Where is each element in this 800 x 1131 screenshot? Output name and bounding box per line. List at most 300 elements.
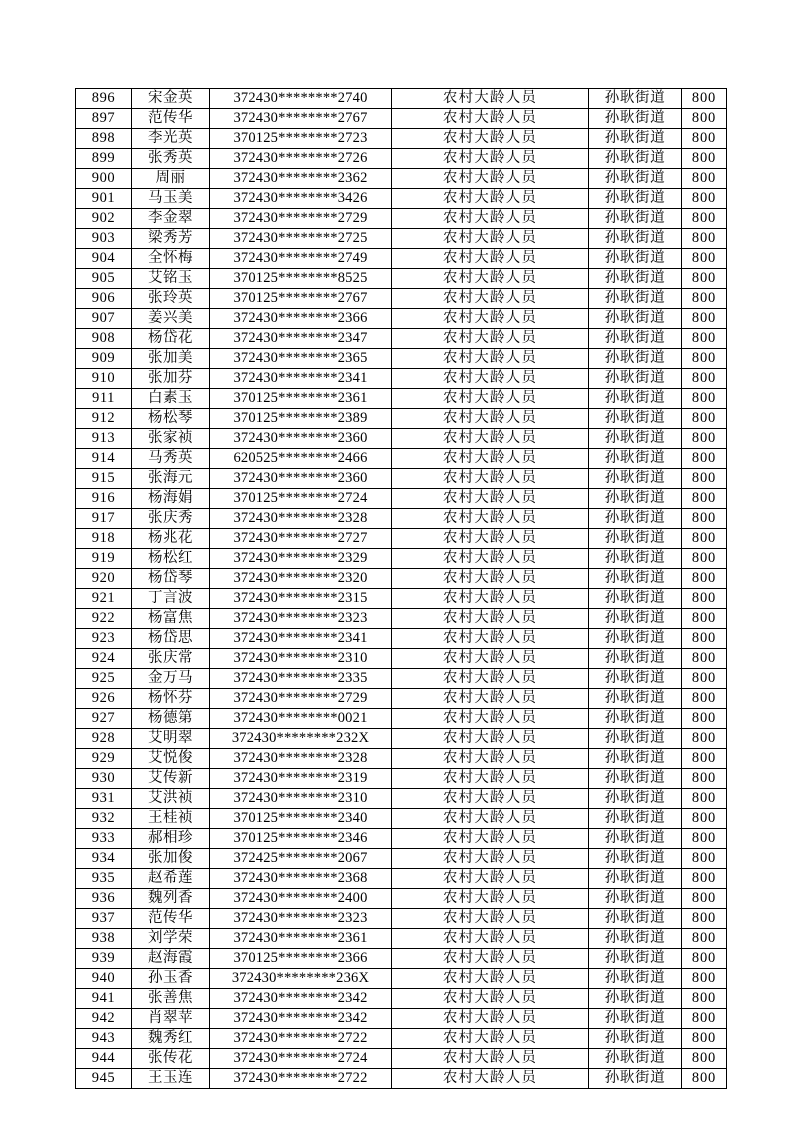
row-index-cell: 932 [76,809,132,829]
row-id-cell: 372430********2360 [210,429,392,449]
row-id-cell: 372430********2328 [210,509,392,529]
row-amount-cell: 800 [682,529,727,549]
row-index-cell: 911 [76,389,132,409]
row-amount-cell: 800 [682,649,727,669]
row-category-cell: 农村大龄人员 [392,749,589,769]
row-category-cell: 农村大龄人员 [392,869,589,889]
row-index-cell: 912 [76,409,132,429]
row-id-cell: 372430********2729 [210,689,392,709]
row-category-cell: 农村大龄人员 [392,369,589,389]
table-row [76,789,727,809]
row-index-cell: 918 [76,529,132,549]
row-name-cell: 杨岱花 [132,329,210,349]
row-id-cell: 372425********2067 [210,849,392,869]
row-amount-cell: 800 [682,789,727,809]
row-street-cell: 孙耿街道 [589,909,682,929]
row-name-cell: 杨兆花 [132,529,210,549]
row-index-cell: 901 [76,189,132,209]
row-index-cell: 943 [76,1029,132,1049]
row-amount-cell: 800 [682,109,727,129]
row-index-cell: 896 [76,89,132,109]
row-index-cell: 935 [76,869,132,889]
row-amount-cell: 800 [682,629,727,649]
row-category-cell: 农村大龄人员 [392,949,589,969]
row-category-cell: 农村大龄人员 [392,509,589,529]
row-amount-cell: 800 [682,929,727,949]
row-id-cell: 372430********2342 [210,989,392,1009]
row-amount-cell: 800 [682,309,727,329]
row-street-cell: 孙耿街道 [589,589,682,609]
table-row [76,189,727,209]
row-name-cell: 孙玉香 [132,969,210,989]
row-index-cell: 902 [76,209,132,229]
row-id-cell: 372430********2329 [210,549,392,569]
row-amount-cell: 800 [682,569,727,589]
row-street-cell: 孙耿街道 [589,329,682,349]
row-name-cell: 杨岱琴 [132,569,210,589]
row-id-cell: 372430********2365 [210,349,392,369]
table-row [76,629,727,649]
row-index-cell: 924 [76,649,132,669]
row-amount-cell: 800 [682,969,727,989]
row-index-cell: 907 [76,309,132,329]
row-street-cell: 孙耿街道 [589,529,682,549]
row-amount-cell: 800 [682,249,727,269]
row-amount-cell: 800 [682,909,727,929]
table-row [76,369,727,389]
row-street-cell: 孙耿街道 [589,369,682,389]
table-row [76,929,727,949]
table-row [76,1029,727,1049]
row-index-cell: 909 [76,349,132,369]
row-name-cell: 杨富焦 [132,609,210,629]
row-street-cell: 孙耿街道 [589,949,682,969]
row-id-cell: 370125********2389 [210,409,392,429]
row-amount-cell: 800 [682,149,727,169]
table-row [76,529,727,549]
row-id-cell: 372430********2400 [210,889,392,909]
row-name-cell: 王玉连 [132,1069,210,1089]
row-street-cell: 孙耿街道 [589,309,682,329]
row-street-cell: 孙耿街道 [589,829,682,849]
table-row [76,109,727,129]
row-index-cell: 937 [76,909,132,929]
row-street-cell: 孙耿街道 [589,209,682,229]
row-category-cell: 农村大龄人员 [392,849,589,869]
table-row [76,129,727,149]
table-row [76,269,727,289]
row-name-cell: 赵希莲 [132,869,210,889]
row-category-cell: 农村大龄人员 [392,649,589,669]
row-category-cell: 农村大龄人员 [392,129,589,149]
table-row [76,429,727,449]
row-amount-cell: 800 [682,429,727,449]
row-name-cell: 艾铭玉 [132,269,210,289]
table-row [76,609,727,629]
row-amount-cell: 800 [682,129,727,149]
table-row [76,329,727,349]
row-amount-cell: 800 [682,329,727,349]
row-name-cell: 张加芬 [132,369,210,389]
row-category-cell: 农村大龄人员 [392,689,589,709]
row-street-cell: 孙耿街道 [589,769,682,789]
row-id-cell: 372430********2320 [210,569,392,589]
row-street-cell: 孙耿街道 [589,469,682,489]
row-category-cell: 农村大龄人员 [392,1049,589,1069]
row-id-cell: 372430********2767 [210,109,392,129]
table-row [76,909,727,929]
row-amount-cell: 800 [682,229,727,249]
row-name-cell: 张家祯 [132,429,210,449]
row-name-cell: 宋金英 [132,89,210,109]
row-category-cell: 农村大龄人员 [392,969,589,989]
table-row [76,729,727,749]
table-row [76,749,727,769]
table-row [76,689,727,709]
row-street-cell: 孙耿街道 [589,509,682,529]
table-row [76,649,727,669]
row-street-cell: 孙耿街道 [589,149,682,169]
row-index-cell: 930 [76,769,132,789]
table-row [76,1049,727,1069]
table-row [76,889,727,909]
row-id-cell: 370125********2723 [210,129,392,149]
row-index-cell: 926 [76,689,132,709]
table-row [76,949,727,969]
row-index-cell: 904 [76,249,132,269]
row-name-cell: 金万马 [132,669,210,689]
table-row [76,769,727,789]
row-street-cell: 孙耿街道 [589,989,682,1009]
row-name-cell: 丁言波 [132,589,210,609]
row-category-cell: 农村大龄人员 [392,489,589,509]
row-category-cell: 农村大龄人员 [392,809,589,829]
row-street-cell: 孙耿街道 [589,189,682,209]
row-name-cell: 肖翠苹 [132,1009,210,1029]
row-index-cell: 899 [76,149,132,169]
row-street-cell: 孙耿街道 [589,1029,682,1049]
row-street-cell: 孙耿街道 [589,709,682,729]
row-name-cell: 张传花 [132,1049,210,1069]
row-category-cell: 农村大龄人员 [392,909,589,929]
row-amount-cell: 800 [682,169,727,189]
row-street-cell: 孙耿街道 [589,929,682,949]
row-category-cell: 农村大龄人员 [392,249,589,269]
row-street-cell: 孙耿街道 [589,729,682,749]
row-id-cell: 372430********2319 [210,769,392,789]
row-street-cell: 孙耿街道 [589,629,682,649]
table-row [76,349,727,369]
row-category-cell: 农村大龄人员 [392,429,589,449]
row-category-cell: 农村大龄人员 [392,89,589,109]
row-name-cell: 艾明翠 [132,729,210,749]
row-amount-cell: 800 [682,729,727,749]
row-category-cell: 农村大龄人员 [392,289,589,309]
row-name-cell: 赵海霞 [132,949,210,969]
row-street-cell: 孙耿街道 [589,869,682,889]
row-index-cell: 897 [76,109,132,129]
row-id-cell: 372430********2727 [210,529,392,549]
row-category-cell: 农村大龄人员 [392,149,589,169]
row-name-cell: 张玲英 [132,289,210,309]
row-index-cell: 915 [76,469,132,489]
row-amount-cell: 800 [682,769,727,789]
row-index-cell: 928 [76,729,132,749]
table-row [76,489,727,509]
row-name-cell: 马秀英 [132,449,210,469]
row-name-cell: 杨岱思 [132,629,210,649]
row-index-cell: 931 [76,789,132,809]
row-id-cell: 620525********2466 [210,449,392,469]
row-amount-cell: 800 [682,1049,727,1069]
row-name-cell: 马玉美 [132,189,210,209]
row-index-cell: 939 [76,949,132,969]
row-name-cell: 郝相珍 [132,829,210,849]
row-id-cell: 372430********236X [210,969,392,989]
table-row [76,309,727,329]
table-row [76,509,727,529]
row-name-cell: 张加美 [132,349,210,369]
row-category-cell: 农村大龄人员 [392,389,589,409]
row-street-cell: 孙耿街道 [589,489,682,509]
row-name-cell: 杨怀芬 [132,689,210,709]
row-amount-cell: 800 [682,489,727,509]
row-id-cell: 372430********2310 [210,789,392,809]
table-row [76,709,727,729]
row-index-cell: 942 [76,1009,132,1029]
table-row [76,1069,727,1089]
row-amount-cell: 800 [682,609,727,629]
row-name-cell: 范传华 [132,909,210,929]
row-id-cell: 372430********2328 [210,749,392,769]
roster-table [75,88,727,1089]
row-category-cell: 农村大龄人员 [392,449,589,469]
table-row [76,449,727,469]
row-name-cell: 范传华 [132,109,210,129]
row-name-cell: 姜兴美 [132,309,210,329]
row-category-cell: 农村大龄人员 [392,989,589,1009]
row-name-cell: 刘学荣 [132,929,210,949]
row-id-cell: 372430********2323 [210,609,392,629]
row-id-cell: 372430********2341 [210,629,392,649]
row-amount-cell: 800 [682,949,727,969]
row-name-cell: 杨松琴 [132,409,210,429]
row-street-cell: 孙耿街道 [589,849,682,869]
row-name-cell: 杨德第 [132,709,210,729]
row-amount-cell: 800 [682,809,727,829]
row-category-cell: 农村大龄人员 [392,549,589,569]
row-index-cell: 940 [76,969,132,989]
row-amount-cell: 800 [682,89,727,109]
row-street-cell: 孙耿街道 [589,289,682,309]
row-index-cell: 913 [76,429,132,449]
row-amount-cell: 800 [682,989,727,1009]
row-category-cell: 农村大龄人员 [392,169,589,189]
row-amount-cell: 800 [682,469,727,489]
row-category-cell: 农村大龄人员 [392,669,589,689]
row-amount-cell: 800 [682,1009,727,1029]
row-index-cell: 933 [76,829,132,849]
row-street-cell: 孙耿街道 [589,349,682,369]
row-name-cell: 张庆秀 [132,509,210,529]
row-street-cell: 孙耿街道 [589,689,682,709]
table-row [76,1009,727,1029]
row-id-cell: 372430********3426 [210,189,392,209]
row-category-cell: 农村大龄人员 [392,929,589,949]
row-index-cell: 920 [76,569,132,589]
row-amount-cell: 800 [682,189,727,209]
row-amount-cell: 800 [682,289,727,309]
row-id-cell: 370125********2767 [210,289,392,309]
row-category-cell: 农村大龄人员 [392,609,589,629]
row-name-cell: 张庆常 [132,649,210,669]
row-index-cell: 936 [76,889,132,909]
row-id-cell: 372430********2341 [210,369,392,389]
table-row [76,149,727,169]
row-amount-cell: 800 [682,889,727,909]
table-row [76,229,727,249]
row-amount-cell: 800 [682,709,727,729]
row-street-cell: 孙耿街道 [589,449,682,469]
row-category-cell: 农村大龄人员 [392,769,589,789]
row-category-cell: 农村大龄人员 [392,569,589,589]
row-category-cell: 农村大龄人员 [392,409,589,429]
row-index-cell: 919 [76,549,132,569]
row-category-cell: 农村大龄人员 [392,629,589,649]
row-name-cell: 张善焦 [132,989,210,1009]
row-name-cell: 艾传新 [132,769,210,789]
row-category-cell: 农村大龄人员 [392,829,589,849]
table-row [76,849,727,869]
row-category-cell: 农村大龄人员 [392,1069,589,1089]
row-index-cell: 923 [76,629,132,649]
row-amount-cell: 800 [682,409,727,429]
table-row [76,409,727,429]
row-street-cell: 孙耿街道 [589,269,682,289]
row-street-cell: 孙耿街道 [589,609,682,629]
row-id-cell: 372430********2724 [210,1049,392,1069]
row-index-cell: 944 [76,1049,132,1069]
row-amount-cell: 800 [682,1029,727,1049]
row-category-cell: 农村大龄人员 [392,1009,589,1029]
row-amount-cell: 800 [682,209,727,229]
row-amount-cell: 800 [682,829,727,849]
row-street-cell: 孙耿街道 [589,649,682,669]
row-id-cell: 372430********2361 [210,929,392,949]
row-amount-cell: 800 [682,449,727,469]
row-category-cell: 农村大龄人员 [392,729,589,749]
row-id-cell: 370125********2346 [210,829,392,849]
table-row [76,969,727,989]
row-amount-cell: 800 [682,689,727,709]
row-id-cell: 372430********2310 [210,649,392,669]
row-category-cell: 农村大龄人员 [392,329,589,349]
table-row [76,569,727,589]
row-category-cell: 农村大龄人员 [392,889,589,909]
row-category-cell: 农村大龄人员 [392,309,589,329]
row-id-cell: 372430********2347 [210,329,392,349]
row-street-cell: 孙耿街道 [589,229,682,249]
row-id-cell: 372430********2342 [210,1009,392,1029]
row-street-cell: 孙耿街道 [589,789,682,809]
row-category-cell: 农村大龄人员 [392,269,589,289]
table-row [76,669,727,689]
row-name-cell: 王桂祯 [132,809,210,829]
row-id-cell: 372430********232X [210,729,392,749]
row-id-cell: 372430********2749 [210,249,392,269]
roster-table-container [75,88,726,1089]
row-id-cell: 372430********0021 [210,709,392,729]
row-index-cell: 938 [76,929,132,949]
row-name-cell: 张加俊 [132,849,210,869]
row-street-cell: 孙耿街道 [589,549,682,569]
table-row [76,89,727,109]
row-name-cell: 张秀英 [132,149,210,169]
row-street-cell: 孙耿街道 [589,109,682,129]
row-index-cell: 934 [76,849,132,869]
row-id-cell: 372430********2315 [210,589,392,609]
row-category-cell: 农村大龄人员 [392,529,589,549]
row-category-cell: 农村大龄人员 [392,229,589,249]
row-name-cell: 杨海娟 [132,489,210,509]
row-street-cell: 孙耿街道 [589,1069,682,1089]
row-category-cell: 农村大龄人员 [392,109,589,129]
row-street-cell: 孙耿街道 [589,889,682,909]
row-name-cell: 李光英 [132,129,210,149]
row-category-cell: 农村大龄人员 [392,789,589,809]
row-index-cell: 922 [76,609,132,629]
row-street-cell: 孙耿街道 [589,1009,682,1029]
row-amount-cell: 800 [682,349,727,369]
table-row [76,289,727,309]
row-index-cell: 906 [76,289,132,309]
row-index-cell: 929 [76,749,132,769]
row-street-cell: 孙耿街道 [589,1049,682,1069]
row-index-cell: 914 [76,449,132,469]
row-id-cell: 372430********2740 [210,89,392,109]
row-name-cell: 魏秀红 [132,1029,210,1049]
row-name-cell: 梁秀芳 [132,229,210,249]
table-row [76,809,727,829]
row-category-cell: 农村大龄人员 [392,1029,589,1049]
row-amount-cell: 800 [682,269,727,289]
row-index-cell: 903 [76,229,132,249]
row-index-cell: 945 [76,1069,132,1089]
row-amount-cell: 800 [682,669,727,689]
row-index-cell: 927 [76,709,132,729]
row-category-cell: 农村大龄人员 [392,349,589,369]
row-id-cell: 370125********2340 [210,809,392,829]
row-index-cell: 898 [76,129,132,149]
row-amount-cell: 800 [682,589,727,609]
row-id-cell: 372430********2722 [210,1029,392,1049]
row-amount-cell: 800 [682,369,727,389]
table-row [76,209,727,229]
row-amount-cell: 800 [682,849,727,869]
row-street-cell: 孙耿街道 [589,969,682,989]
row-id-cell: 372430********2368 [210,869,392,889]
table-row [76,389,727,409]
roster-table-body [76,89,727,1089]
row-street-cell: 孙耿街道 [589,569,682,589]
row-amount-cell: 800 [682,509,727,529]
row-street-cell: 孙耿街道 [589,249,682,269]
row-id-cell: 372430********2323 [210,909,392,929]
row-id-cell: 372430********2729 [210,209,392,229]
row-street-cell: 孙耿街道 [589,89,682,109]
row-id-cell: 372430********2722 [210,1069,392,1089]
row-index-cell: 905 [76,269,132,289]
